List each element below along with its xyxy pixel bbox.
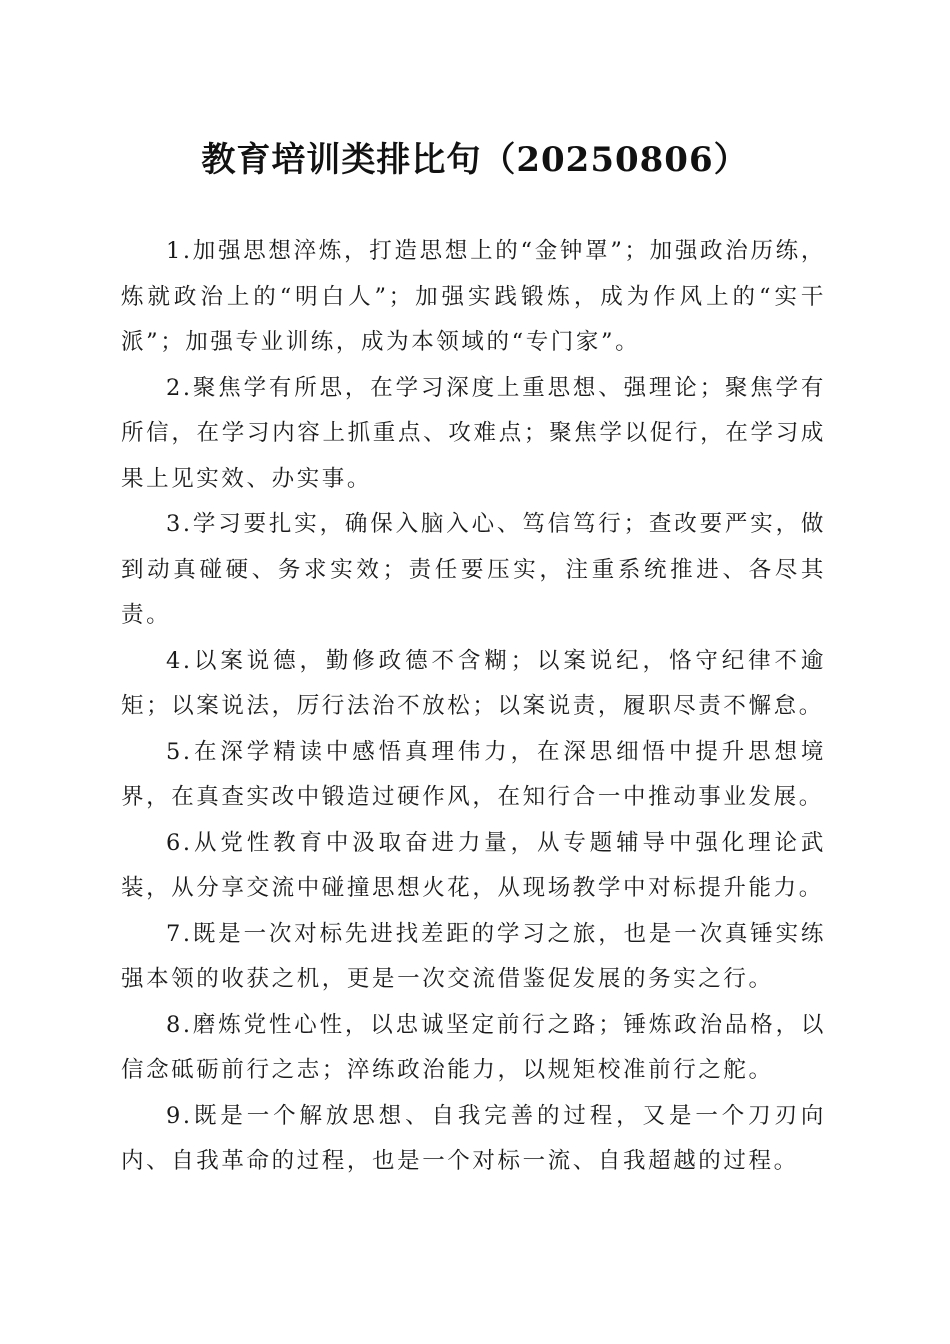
paragraph-9: 9.既是一个解放思想、自我完善的过程，又是一个刀刃向内、自我革命的过程，也是一个对标一流、自我超越的过程。: [121, 1102, 826, 1174]
paragraph-2: 2.聚焦学有所思，在学习深度上重思想、强理论；聚焦学有所信，在学习内容上抓重点、攻难点；聚焦学以促行，在学习成果上见实效、办实事。: [121, 374, 826, 492]
paragraph-3: 3.学习要扎实，确保入脑入心、笃信笃行；查改要严实，做到动真碰硬、务求实效；责任要压实，注重系统推进、各尽其责。: [121, 511, 826, 628]
paragraph-6: 6.从党性教育中汲取奋进力量，从专题辅导中强化理论武装，从分享交流中碰撞思想火花，从现场教学中对标提升能力。: [121, 829, 826, 901]
paragraph-5: 5.在深学精读中感悟真理伟力，在深思细悟中提升思想境界，在真查实改中锻造过硬作风，在知行合一中推动事业发展。: [121, 738, 826, 810]
page-title: 教育培训类排比句（20250806）: [201, 140, 749, 180]
paragraph-1: 1.加强思想淬炼，打造思想上的“金钟罩”；加强政治历练，炼就政治上的“明白人”；加强实践锻炼，成为作风上的“实干派”；加强专业训练，成为本领域的“专门家”。: [121, 238, 826, 355]
paragraph-8: 8.磨炼党性心性，以忠诚坚定前行之路；锤炼政治品格，以信念砥砺前行之志；淬练政治能力，以规矩校准前行之舵。: [121, 1011, 826, 1083]
paragraph-4: 4.以案说德，勤修政德不含糊；以案说纪，恪守纪律不逾矩；以案说法，厉行法治不放松；以案说责，履职尽责不懈怠。: [121, 647, 826, 719]
document-body: [121, 229, 826, 1185]
paragraph-7: 7.既是一次对标先进找差距的学习之旅，也是一次真锤实练强本领的收获之机，更是一次交流借鉴促发展的务实之行。: [121, 920, 826, 992]
